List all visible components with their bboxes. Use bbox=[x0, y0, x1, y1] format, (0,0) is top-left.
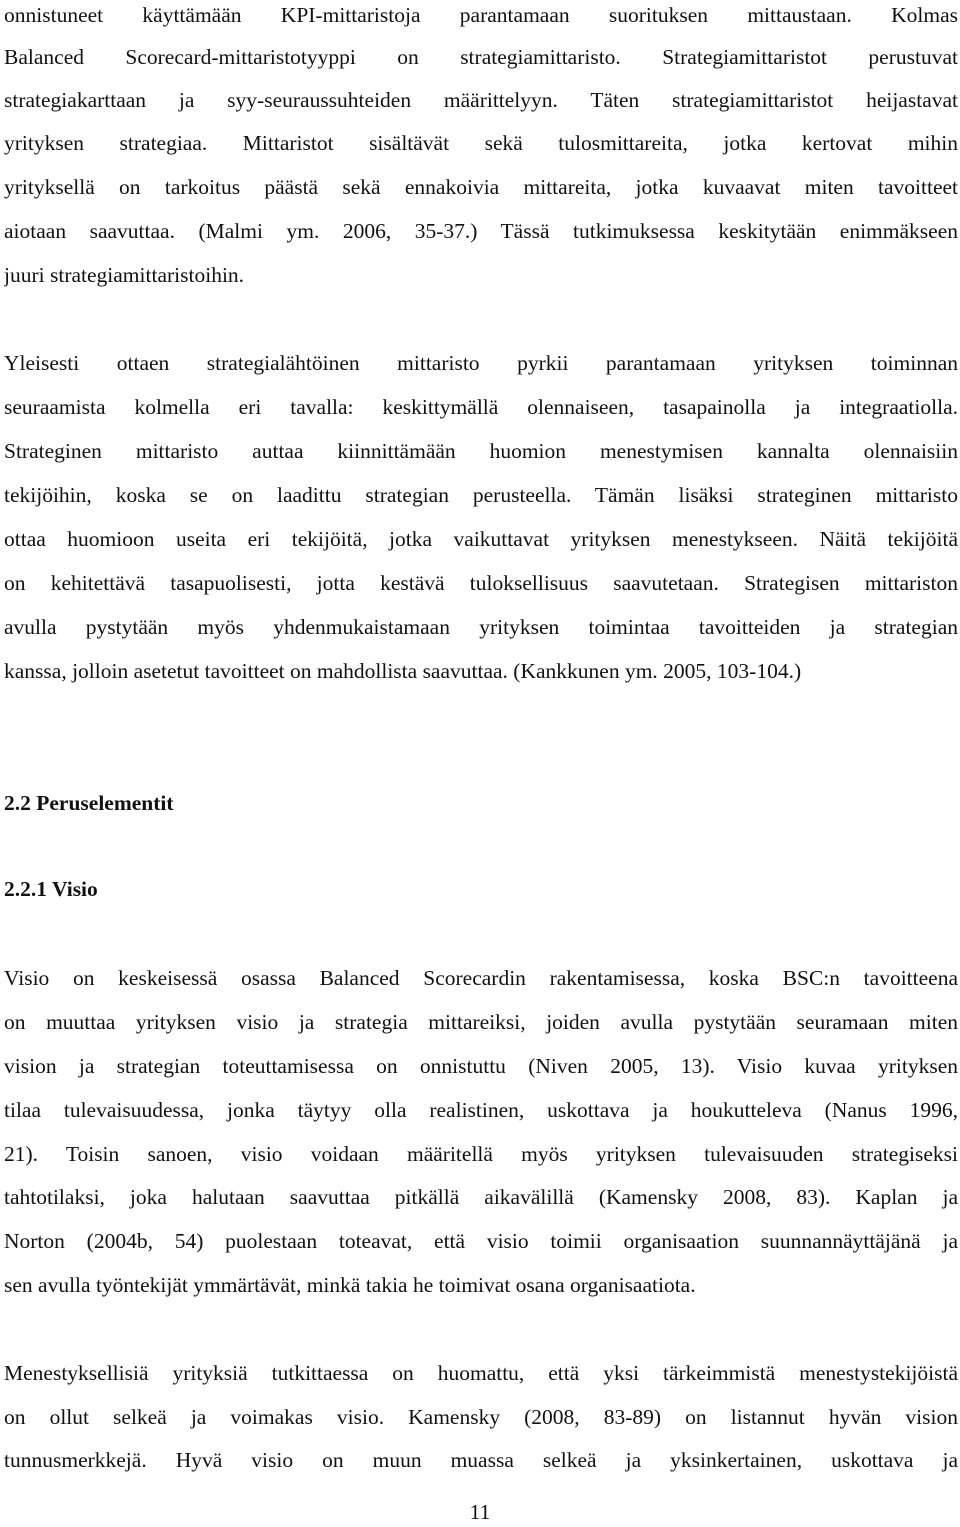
paragraph-2-line-6: on kehitettävä tasapuolisesti, jotta kestävä tuloksellisuus saavutetaan. Strategisen mittariston bbox=[4, 571, 958, 595]
paragraph-4-line-3: tunnusmerkkejä. Hyvä visio on muun muassa selkeä ja yksinkertainen, uskottava ja bbox=[4, 1448, 958, 1472]
paragraph-2-line-7: avulla pystytään myös yhdenmukaistamaan yrityksen toimintaa tavoitteiden ja strategian bbox=[4, 615, 958, 639]
paragraph-1-line-5: yrityksellä on tarkoitus päästä sekä ennakoivia mittareita, jotka kuvaavat miten tavoitteet bbox=[4, 175, 958, 199]
subsection-heading: 2.2.1 Visio bbox=[4, 877, 98, 901]
paragraph-1-line-2: Balanced Scorecard-mittaristotyyppi on strategiamittaristo. Strategiamittaristot perustuvat bbox=[4, 45, 958, 69]
paragraph-3-line-2: on muuttaa yrityksen visio ja strategia mittareiksi, joiden avulla pystytään seuramaan miten bbox=[4, 1010, 958, 1034]
paragraph-4-line-1: Menestyksellisiä yrityksiä tutkittaessa on huomattu, että yksi tärkeimmistä menestystekijöistä bbox=[4, 1361, 958, 1385]
section-heading: 2.2 Peruselementit bbox=[4, 791, 174, 815]
paragraph-2-line-2: seuraamista kolmella eri tavalla: keskittymällä olennaiseen, tasapainolla ja integraatiolla. bbox=[4, 395, 958, 419]
paragraph-2-line-8: kanssa, jolloin asetetut tavoitteet on mahdollista saavuttaa. (Kankkunen ym. 2005, 103-104.) bbox=[4, 659, 802, 683]
paragraph-3-line-5: 21). Toisin sanoen, visio voidaan määritellä myös yrityksen tulevaisuuden strategiseksi bbox=[4, 1142, 958, 1166]
paragraph-3-line-3: vision ja strategian toteuttamisessa on onnistuttu (Niven 2005, 13). Visio kuvaa yrityksen bbox=[4, 1054, 958, 1078]
paragraph-1-line-3: strategiakarttaan ja syy-seuraussuhteiden määrittelyyn. Täten strategiamittaristot heijastavat bbox=[4, 88, 958, 112]
paragraph-2-line-4: tekijöihin, koska se on laadittu strategian perusteella. Tämän lisäksi strateginen mittaristo bbox=[4, 483, 958, 507]
paragraph-3-line-6: tahtotilaksi, joka halutaan saavuttaa pitkällä aikavälillä (Kamensky 2008, 83). Kaplan ja bbox=[4, 1185, 958, 1209]
paragraph-2-line-5: ottaa huomioon useita eri tekijöitä, jotka vaikuttavat yrityksen menestykseen. Näitä tekijöitä bbox=[4, 527, 958, 551]
paragraph-3-line-8: sen avulla työntekijät ymmärtävät, minkä takia he toimivat osana organisaatiota. bbox=[4, 1273, 696, 1297]
paragraph-1-line-1: onnistuneet käyttämään KPI-mittaristoja parantamaan suorituksen mittaustaan. Kolmas bbox=[4, 3, 958, 27]
paragraph-1-line-7: juuri strategiamittaristoihin. bbox=[4, 263, 245, 287]
paragraph-3-line-4: tilaa tulevaisuudessa, jonka täytyy olla realistinen, uskottava ja houkutteleva (Nanus 1996, bbox=[4, 1098, 958, 1122]
paragraph-1-line-6: aiotaan saavuttaa. (Malmi ym. 2006, 35-37.) Tässä tutkimuksessa keskitytään enimmäkseen bbox=[4, 219, 958, 243]
paragraph-2-line-1: Yleisesti ottaen strategialähtöinen mittaristo pyrkii parantamaan yrityksen toiminnan bbox=[4, 351, 958, 375]
paragraph-3-line-7: Norton (2004b, 54) puolestaan toteavat, että visio toimii organisaation suunnannäyttäjänä ja bbox=[4, 1229, 958, 1253]
paragraph-4-line-2: on ollut selkeä ja voimakas visio. Kamensky (2008, 83-89) on listannut hyvän vision bbox=[4, 1405, 958, 1429]
paragraph-1-line-4: yrityksen strategiaa. Mittaristot sisältävät sekä tulosmittareita, jotka kertovat mihin bbox=[4, 131, 958, 155]
paragraph-2-line-3: Strateginen mittaristo auttaa kiinnittämään huomion menestymisen kannalta olennaisiin bbox=[4, 439, 958, 463]
page-number: 11 bbox=[469, 1500, 491, 1524]
paragraph-3-line-1: Visio on keskeisessä osassa Balanced Scorecardin rakentamisessa, koska BSC:n tavoitteena bbox=[4, 966, 958, 990]
